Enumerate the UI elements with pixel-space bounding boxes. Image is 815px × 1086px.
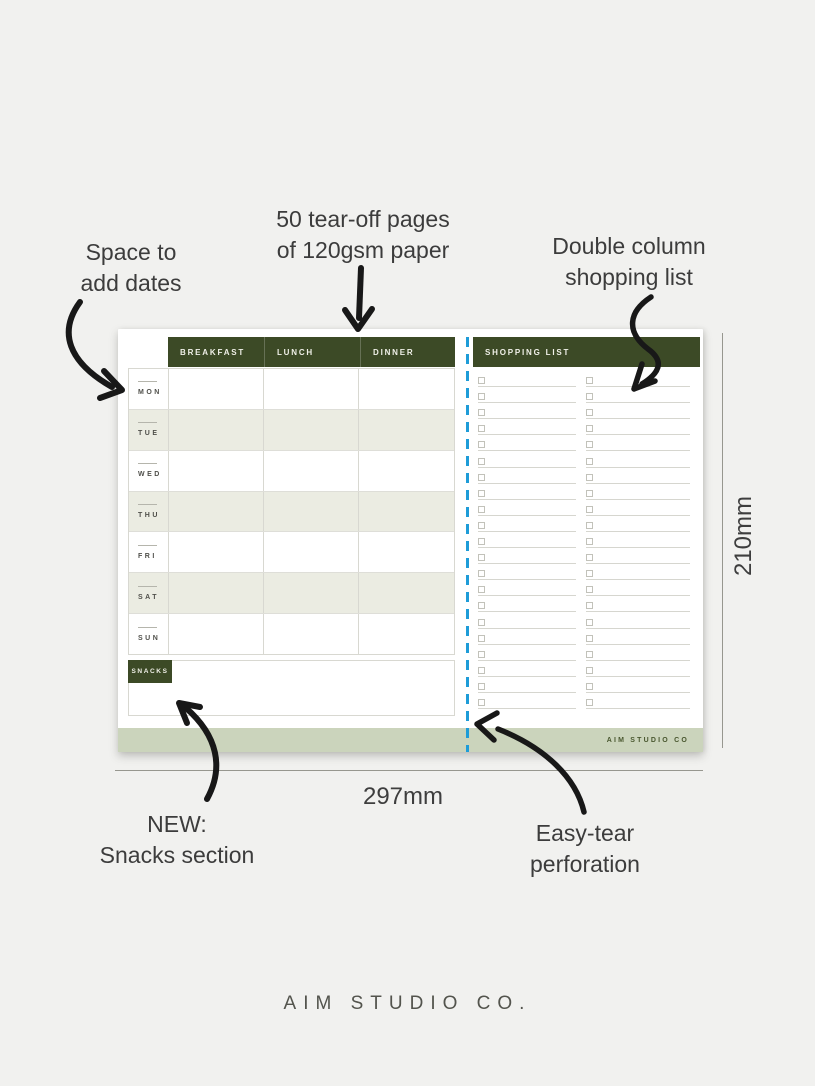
annotation-line: perforation xyxy=(530,851,640,877)
date-line xyxy=(138,545,157,546)
planner-footer-brand: AIM STUDIO CO xyxy=(606,736,689,744)
day-row xyxy=(129,614,454,654)
checkbox-icon xyxy=(478,474,485,481)
meal-cell-breakfast xyxy=(169,451,264,491)
shopping-header-bar xyxy=(473,337,700,367)
annotation-line: shopping list xyxy=(565,264,693,290)
header-dinner: DINNER xyxy=(360,337,455,367)
checkbox-icon xyxy=(478,667,485,674)
arrowhead-icon xyxy=(345,309,372,329)
checkbox-icon xyxy=(478,554,485,561)
shopping-row xyxy=(478,629,576,645)
shopping-row xyxy=(586,612,690,628)
shopping-row xyxy=(586,596,690,612)
checkbox-icon xyxy=(478,651,485,658)
meal-cell-breakfast xyxy=(169,532,264,572)
checkbox-icon xyxy=(478,490,485,497)
meal-cell-breakfast xyxy=(169,492,264,532)
checkbox-icon xyxy=(586,490,593,497)
checkbox-icon xyxy=(478,441,485,448)
shopping-row xyxy=(478,500,576,516)
annotation-snacks-section xyxy=(77,809,277,871)
annotation-double-column xyxy=(519,231,739,293)
checkbox-icon xyxy=(586,393,593,400)
checkbox-icon xyxy=(478,458,485,465)
meal-cell-breakfast xyxy=(169,614,264,654)
shopping-row xyxy=(586,629,690,645)
annotation-line: add dates xyxy=(80,270,182,296)
checkbox-icon xyxy=(478,586,485,593)
checkbox-icon xyxy=(586,458,593,465)
shopping-row xyxy=(586,500,690,516)
day-row xyxy=(129,532,454,573)
shopping-row xyxy=(478,693,576,709)
day-row xyxy=(129,410,454,451)
checkbox-icon xyxy=(478,635,485,642)
shopping-row xyxy=(478,645,576,661)
shopping-row xyxy=(478,403,576,419)
day-row xyxy=(129,573,454,614)
shopping-row xyxy=(478,677,576,693)
checkbox-icon xyxy=(586,554,593,561)
annotation-line: Easy-tear xyxy=(535,820,635,846)
day-label: WED xyxy=(138,471,162,479)
date-line xyxy=(138,504,157,505)
meal-cell-breakfast xyxy=(169,369,264,409)
checkbox-icon xyxy=(586,538,593,545)
width-dimension-label: 297mm xyxy=(362,783,444,810)
planner-footer-bar xyxy=(118,728,703,752)
annotation-line: 50 tear-off pages xyxy=(276,206,450,232)
checkbox-icon xyxy=(586,651,593,658)
meal-cell-dinner xyxy=(359,492,454,532)
shopping-row xyxy=(478,387,576,403)
shopping-row xyxy=(586,532,690,548)
meal-cell-dinner xyxy=(359,573,454,613)
checkbox-icon xyxy=(586,506,593,513)
checkbox-icon xyxy=(478,683,485,690)
shopping-row xyxy=(586,548,690,564)
day-label: THU xyxy=(138,512,160,519)
meal-cell-lunch xyxy=(264,451,359,491)
annotation-line: NEW: xyxy=(147,811,207,837)
day-cell xyxy=(129,369,169,409)
shopping-row xyxy=(586,564,690,580)
date-line xyxy=(138,422,157,423)
meal-cell-dinner xyxy=(359,532,454,572)
checkbox-icon xyxy=(478,377,485,384)
perforation-line xyxy=(466,337,469,752)
shopping-row xyxy=(586,419,690,435)
shopping-row xyxy=(478,532,576,548)
annotation-tear-off-pages xyxy=(243,204,483,266)
meal-cell-breakfast xyxy=(169,573,264,613)
checkbox-icon xyxy=(586,409,593,416)
planner-page xyxy=(118,329,703,752)
day-label: TUE xyxy=(138,430,160,438)
checkbox-icon xyxy=(478,522,485,529)
checkbox-icon xyxy=(586,619,593,626)
annotation-line: Snacks section xyxy=(99,842,255,868)
shopping-row xyxy=(586,516,690,532)
day-row xyxy=(129,369,454,410)
day-row xyxy=(129,492,454,533)
checkbox-icon xyxy=(478,602,485,609)
meal-cell-dinner xyxy=(359,451,454,491)
arrow-tear-off-pages xyxy=(359,268,361,318)
header-shopping-list: SHOPPING LIST xyxy=(485,347,571,357)
checkbox-icon xyxy=(586,425,593,432)
annotation-space-to-add-dates xyxy=(31,237,231,299)
checkbox-icon xyxy=(586,570,593,577)
meal-cell-breakfast xyxy=(169,410,264,450)
meal-cell-dinner xyxy=(359,369,454,409)
shopping-row xyxy=(586,468,690,484)
checkbox-icon xyxy=(478,699,485,706)
shopping-row xyxy=(478,516,576,532)
shopping-row xyxy=(478,661,576,677)
day-cell xyxy=(129,614,169,654)
shopping-row xyxy=(478,612,576,628)
meal-cell-lunch xyxy=(264,573,359,613)
checkbox-icon xyxy=(586,522,593,529)
day-cell xyxy=(129,532,169,572)
shopping-row xyxy=(586,677,690,693)
checkbox-icon xyxy=(478,393,485,400)
checkbox-icon xyxy=(478,425,485,432)
snacks-box xyxy=(128,660,455,716)
shopping-row xyxy=(586,580,690,596)
meal-cell-dinner xyxy=(359,614,454,654)
checkbox-icon xyxy=(586,602,593,609)
checkbox-icon xyxy=(478,506,485,513)
meal-cell-lunch xyxy=(264,532,359,572)
shopping-row xyxy=(586,451,690,467)
meal-cell-dinner xyxy=(359,410,454,450)
checkbox-icon xyxy=(478,570,485,577)
date-line xyxy=(138,627,157,628)
day-cell xyxy=(129,410,169,450)
shopping-row xyxy=(586,661,690,677)
meal-cell-lunch xyxy=(264,492,359,532)
meal-header-bar xyxy=(168,337,455,367)
shopping-row xyxy=(478,564,576,580)
day-cell xyxy=(129,573,169,613)
header-lunch: LUNCH xyxy=(264,337,360,367)
shopping-row xyxy=(478,580,576,596)
annotation-line: Double column xyxy=(552,233,706,259)
date-line xyxy=(138,463,157,464)
checkbox-icon xyxy=(478,619,485,626)
checkbox-icon xyxy=(478,409,485,416)
date-line xyxy=(138,381,157,382)
header-breakfast: BREAKFAST xyxy=(180,347,246,357)
meal-cell-lunch xyxy=(264,614,359,654)
shopping-row xyxy=(586,387,690,403)
shopping-row xyxy=(586,403,690,419)
height-dimension-label: 210mm xyxy=(730,495,757,577)
shopping-row xyxy=(586,435,690,451)
shopping-row xyxy=(478,484,576,500)
shopping-row xyxy=(478,419,576,435)
checkbox-icon xyxy=(586,441,593,448)
snacks-label: SNACKS xyxy=(128,660,172,683)
day-label: FRI xyxy=(138,552,157,560)
day-cell xyxy=(129,492,169,532)
day-cell xyxy=(129,451,169,491)
day-label: MON xyxy=(138,389,162,397)
shopping-row xyxy=(478,548,576,564)
shopping-row xyxy=(478,451,576,467)
checkbox-icon xyxy=(586,377,593,384)
shopping-row xyxy=(586,645,690,661)
shopping-row xyxy=(586,693,690,709)
width-dimension-line xyxy=(115,770,703,771)
day-label: SUN xyxy=(138,634,161,642)
checkbox-icon xyxy=(586,683,593,690)
checkbox-icon xyxy=(586,586,593,593)
date-line xyxy=(138,586,157,587)
checkbox-icon xyxy=(586,635,593,642)
annotation-easy-tear xyxy=(485,818,685,880)
arrow-space-to-add-dates xyxy=(69,302,112,387)
checkbox-icon xyxy=(586,474,593,481)
day-label: SAT xyxy=(138,593,159,601)
height-dimension-line xyxy=(722,333,723,748)
shopping-row xyxy=(478,435,576,451)
shopping-column-2 xyxy=(586,371,690,709)
shopping-row xyxy=(478,371,576,387)
annotation-line: of 120gsm paper xyxy=(276,237,450,263)
shopping-row xyxy=(478,596,576,612)
shopping-row xyxy=(586,371,690,387)
brand-footer: AIM STUDIO CO. xyxy=(283,993,532,1014)
meal-cell-lunch xyxy=(264,410,359,450)
day-row xyxy=(129,451,454,492)
checkbox-icon xyxy=(586,667,593,674)
shopping-row xyxy=(478,468,576,484)
meal-cell-lunch xyxy=(264,369,359,409)
shopping-column-1 xyxy=(478,371,576,709)
annotation-line: Space to xyxy=(85,239,177,265)
checkbox-icon xyxy=(586,699,593,706)
meal-grid xyxy=(128,368,455,655)
checkbox-icon xyxy=(478,538,485,545)
shopping-list xyxy=(478,371,690,709)
shopping-row xyxy=(586,484,690,500)
